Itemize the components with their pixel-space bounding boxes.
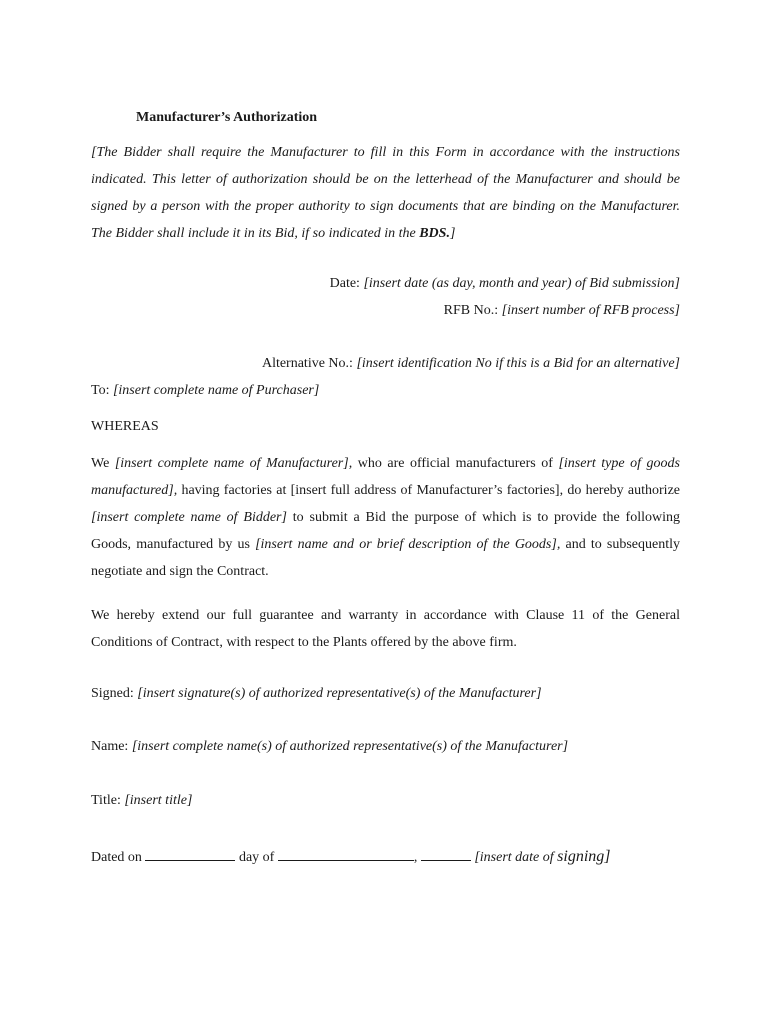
bds-reference: BDS. <box>419 226 450 241</box>
alternative-placeholder: [insert identification No if this is a Bid for an alternative] <box>356 356 680 371</box>
day-blank <box>145 848 235 861</box>
signed-line <box>91 686 542 702</box>
date-of-signing-placeholder: [insert date of <box>470 850 558 865</box>
rfb-placeholder: [insert number of RFB process] <box>501 303 680 318</box>
purchaser-placeholder: [insert complete name of Purchaser] <box>112 383 320 398</box>
alternative-label: Alternative No.: <box>261 356 357 371</box>
date-placeholder: [insert date (as day, month and year) of Bid submission] <box>363 276 680 291</box>
goods-type-placeholder: [insert type of goods manufactured], <box>91 456 680 498</box>
signature-placeholder: [insert signature(s) of authorized representative(s) of the Manufacturer] <box>137 686 542 701</box>
body-text: and to subsequently negotiate and sign the Contract. <box>91 537 681 579</box>
rfb-line <box>444 303 680 319</box>
body-text: We <box>91 456 115 471</box>
to-line <box>91 383 319 399</box>
body-text: to submit a Bid the purpose of which is to provide the following Goods, manufactured by us <box>91 510 680 552</box>
dated-on-label: Dated on <box>91 850 146 865</box>
manufacturer-placeholder: [insert complete name of Manufacturer], <box>114 456 353 471</box>
year-blank <box>421 848 471 861</box>
signing-word: signing] <box>557 848 611 865</box>
name-placeholder: [insert complete name(s) of authorized representative(s) of the Manufacturer] <box>131 739 569 754</box>
body-text: who are official manufacturers of <box>352 456 559 471</box>
instructions-end: ] <box>449 226 456 241</box>
title-placeholder: [insert title] <box>124 793 193 808</box>
title-label: Title: <box>91 793 125 808</box>
signed-label: Signed: <box>91 686 138 701</box>
date-line <box>330 276 680 292</box>
form-title: Manufacturer’s Authorization <box>136 110 318 125</box>
date-label: Date: <box>329 276 364 291</box>
rfb-label: RFB No.: <box>443 303 502 318</box>
whereas-heading: WHEREAS <box>91 419 159 434</box>
warranty-paragraph: We hereby extend our full guarantee and warranty in accordance with Clause 11 of the General Conditions of Contract, with respect to the Plants offered by the above firm. <box>91 608 680 650</box>
name-line <box>91 739 568 755</box>
alternative-line <box>262 356 680 372</box>
instructions-paragraph <box>91 139 680 247</box>
name-label: Name: <box>91 739 132 754</box>
body-text: having factories at [insert full address of Manufacturer’s factories], do hereby authorize <box>177 483 680 498</box>
dated-line <box>91 848 611 866</box>
title-line <box>91 793 192 809</box>
bidder-placeholder: [insert complete name of Bidder] <box>91 510 287 525</box>
to-label: To: <box>91 383 113 398</box>
goods-description-placeholder: [insert name and or brief description of the Goods], <box>255 537 561 552</box>
month-blank <box>278 848 414 861</box>
day-of-label: day of <box>235 850 278 865</box>
instructions-text: [The Bidder shall require the Manufacturer to fill in this Form in accordance with the instructions indicated. This letter of authorization should be on the letterhead of the Manufacturer and should be signed by a person with the proper authority to sign documents that are binding on the Manufacturer. The Bidder shall include it in its Bid, if so indicated in the <box>91 145 680 241</box>
comma-separator: , <box>413 850 421 865</box>
authorization-paragraph <box>91 450 680 585</box>
